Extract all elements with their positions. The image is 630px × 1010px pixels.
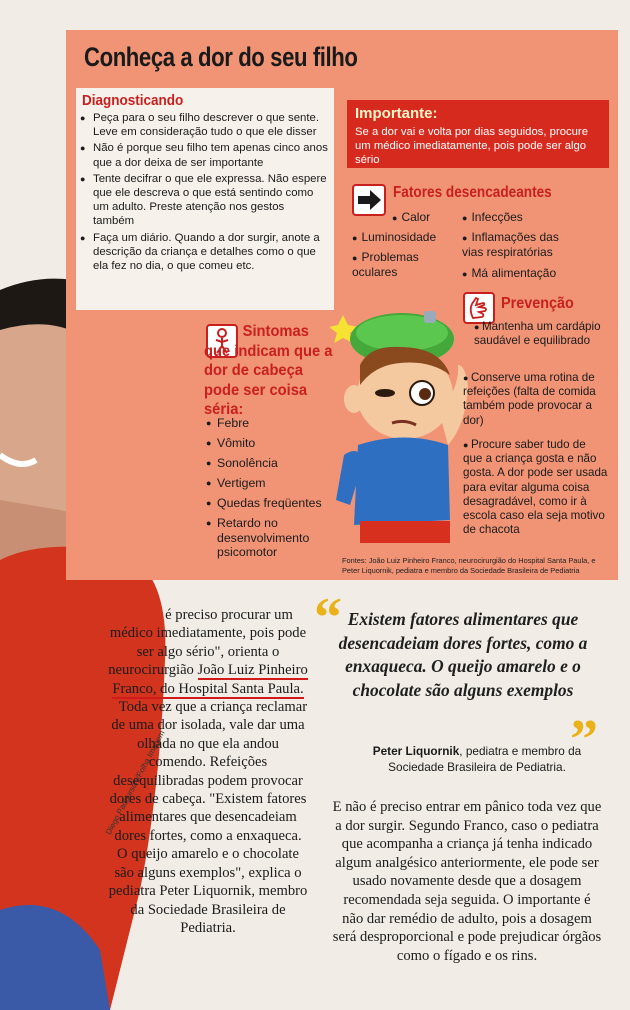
fatores-item: ● Má alimentação (462, 266, 557, 280)
fatores-item: ● Infecções (462, 210, 523, 224)
diagnosticando-item: ● Não é porque seu filho tem apenas cinco anos que a dor deixa de ser importante (80, 141, 328, 169)
sintomas-item: ● Sonolência (206, 456, 326, 471)
sintomas-list (206, 416, 326, 566)
fatores-item: ● Problemas oculares (352, 250, 419, 279)
close-quote-mark: ” (570, 709, 598, 771)
cartoon-boy-illustration (330, 295, 480, 550)
fatores-item: ● Inflamações das vias respiratórias (462, 230, 559, 259)
prevencao-item: ● Conserve uma rotina de refeições (falta de comida também pode provocar a dor) (463, 371, 596, 427)
body-right-column: E não é preciso entrar em pânico toda vez que a dor surgir. Segundo Franco, caso o pediatra que acompanha a criança já tenha indicado algum analgésico anteriormente, ele pode ser usado novamente desde que a dosagem recomendada seja seguida. O importante é não dar remédio de adulto, pois a dosagem será desproporcional e pode prejudicar órgãos como o fígado e os rins. (332, 799, 602, 964)
body-paragraph: Toda vez que a criança reclamar de uma dor isolada, vale dar uma olhada no que ela andou comendo. Refeições desequilibradas podem provocar dores de cabeça. "Existem fatores alimentares que desencadeiam dores fortes, como a enxaqueca. O queijo amarelo e o chocolate são alguns exemplos", explica o pediatra Peter Liquornik, membro da Sociedade Brasileira de Pediatria. (108, 699, 308, 936)
highlighted-name: João Luiz Pinheiro Franco, do Hospital Santa Paula. (112, 662, 308, 697)
prevencao-item: ● Procure saber tudo de que a criança gosta e não gosta. A dor pode ser usada para evitar alguma coisa desagradável, como ir à escola caso ela seja motivo de chacota (463, 438, 608, 537)
sintomas-item: ● Retardo no desenvolvimento psicomotor (206, 516, 326, 560)
prevencao-heading: Prevenção (501, 295, 574, 312)
body-left-column (108, 606, 308, 937)
importante-text: Se a dor vai e volta por dias seguidos, procure um médico imediatamente, pois pode ser algo sério (355, 126, 588, 166)
sources-note: Fontes: João Luiz Pinheiro Franco, neurocirurgião do Hospital Santa Paula, e Peter Liquornik, pediatra e membro da Sociedade Brasileira de Pediatria (342, 556, 596, 575)
sintomas-item: ● Febre (206, 416, 326, 431)
open-quote-mark: “ (314, 587, 342, 649)
diagnosticando-item: ● Faça um diário. Quando a dor surgir, anote a descrição da criança e detalhes como o que ela fez no dia, o que comeu etc. (80, 231, 328, 274)
diagnosticando-heading: Diagnosticando (82, 92, 184, 109)
fatores-heading: Fatores desencadeantes (393, 184, 552, 201)
diagnosticando-item: ● Peça para o seu filho descrever o que sente. Leve em consideração tudo o que ele disser (80, 111, 328, 139)
photo-credit: Diego Padgurschi/Folha Imagem (104, 729, 167, 837)
sintomas-item: ● Vertigem (206, 476, 326, 491)
quote-author: Peter Liquornik, pediatra e membro da Sociedade Brasileira de Pediatria. (372, 744, 582, 774)
fatores-item: ● Luminosidade (352, 230, 437, 244)
importante-heading: Importante: (355, 105, 438, 122)
fatores-item: ● Calor (392, 210, 431, 224)
sintomas-heading: Sintomas que indicam que a dor de cabeça pode ser coisa séria: (204, 323, 333, 418)
pull-quote: Existem fatores alimentares que desencadeiam dores fortes, como a enxaqueca. O queijo amarelo e o chocolate são alguns exemplos (338, 609, 588, 700)
diagnosticando-item: ● Tente decifrar o que ele expressa. Não espere que ele descreva o que está sentindo como um adulto. Preste atenção nos gestos também (80, 172, 328, 229)
body-paragraph: é preciso procurar um médico imediatamente, pois pode ser algo sério", orienta o neurocirurgião João Luiz Pinheiro Franco, do Hospital Santa Paula. (108, 607, 308, 697)
arrow-right-icon (352, 184, 386, 216)
importante-panel (347, 100, 609, 168)
prevencao-item: ● Mantenha um cardápio saudável e equilibrado (474, 320, 601, 348)
sintomas-item: ● Quedas freqüentes (206, 496, 326, 511)
diagnosticando-panel (76, 88, 334, 310)
sintomas-item: ● Vômito (206, 436, 326, 451)
box-title: Conheça a dor do seu filho (84, 42, 358, 72)
